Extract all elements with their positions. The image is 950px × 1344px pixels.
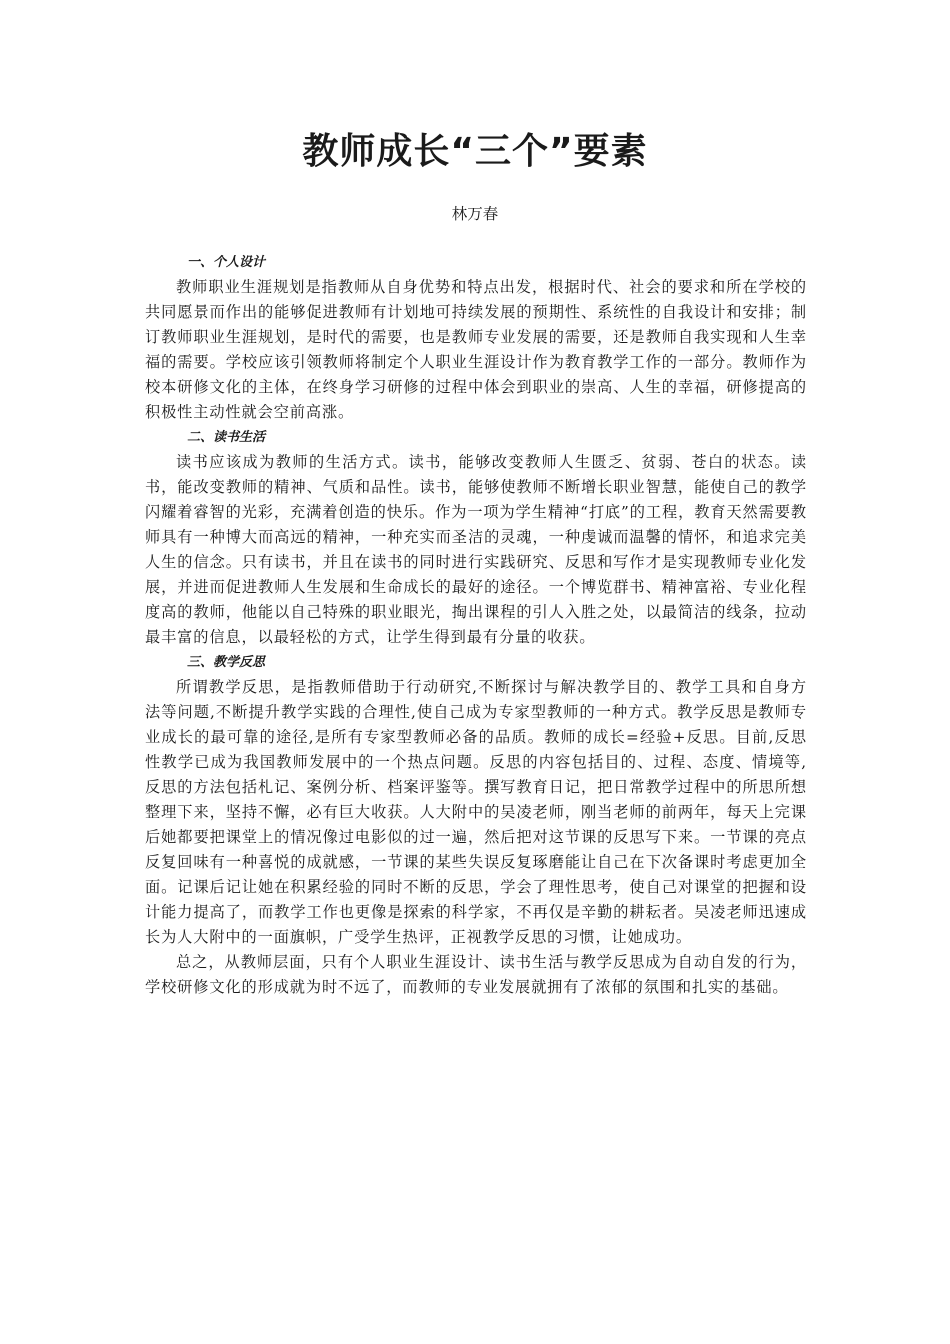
document-author: 林万春 — [451, 205, 499, 223]
section-paragraph-personal-design: 教师职业生涯规划是指教师从自身优势和特点出发，根据时代、社会的要求和所在学校的共同愿景而作出的能够促进教师有计划地可持续发展的预期性、系统性的自我设计和安排；制订教师职业生涯规划，是时代的需要，也是教师专业发展的需要，还是教师自我实现和人生幸福的需要。学校应该引领教师将制定个人职业生涯设计作为教育教学工作的一部分。教师作为校本研修文化的主体，在终身学习研修的过程中体会到职业的崇高、人生的幸福，研修提高的积极性主动性就会空前高涨。 — [145, 278, 807, 421]
section-heading-teaching-reflection: 三、教学反思 — [187, 655, 266, 670]
document-body — [145, 250, 807, 1000]
section-heading-reading-life: 二、读书生活 — [187, 430, 266, 445]
section-paragraph-reading-life: 读书应该成为教师的生活方式。读书，能够改变教师人生匮乏、贫弱、苍白的状态。读书，能改变教师的精神、气质和品性。读书，能够使教师不断增长职业智慧，能使自己的教学闪耀着睿智的光彩，充满着创造的快乐。作为一项为学生精神“打底”的工程，教育天然需要教师具有一种博大而高远的精神，一种充实而圣洁的灵魂，一种虔诚而温馨的情怀，和追求完美人生的信念。只有读书，并且在读书的同时进行实践研究、反思和写作才是实现教师专业化发展，并进而促进教师人生发展和生命成长的最好的途径。一个博览群书、精神富裕、专业化程度高的教师，他能以自己特殊的职业眼光，掏出课程的引人入胜之处，以最简洁的线条，拉动最丰富的信息，以最轻松的方式，让学生得到最有分量的收获。 — [145, 453, 807, 646]
document-title: 教师成长“三个”要素 — [302, 131, 648, 172]
section-heading-personal-design: 一、个人设计 — [187, 255, 266, 270]
section-paragraph-teaching-reflection: 所谓教学反思，是指教师借助于行动研究,不断探讨与解决教学目的、教学工具和自身方法等问题,不断提升教学实践的合理性,使自己成为专家型教师的一种方式。教学反思是教师专业成长的最可靠的途径,是所有专家型教师必备的品质。教师的成长=经验+反思。目前,反思性教学已成为我国教师发展中的一个热点问题。反思的内容包括目的、过程、态度、情境等,反思的方法包括札记、案例分析、档案评鉴等。撰写教育日记，把日常教学过程中的所思所想整理下来，坚持不懈，必有巨大收获。人大附中的吴凌老师，刚当老师的前两年，每天上完课后她都要把课堂上的情况像过电影似的过一遍，然后把对这节课的反思写下来。一节课的亮点反复回味有一种喜悦的成就感，一节课的某些失误反复琢磨能让自己在下次备课时考虑更加全面。记课后记让她在积累经验的同时不断的反思，学会了理性思考，使自己对课堂的把握和设计能力提高了，而教学工作也更像是探索的科学家，不再仅是辛勤的耕耘者。吴凌老师迅速成长为人大附中的一面旗帜，广受学生热评，正视教学反思的习惯，让她成功。 — [145, 678, 807, 946]
conclusion-paragraph: 总之，从教师层面，只有个人职业生涯设计、读书生活与教学反思成为自动自发的行为，学校研修文化的形成就为时不远了，而教师的专业发展就拥有了浓郁的氛围和扎实的基础。 — [145, 953, 807, 996]
